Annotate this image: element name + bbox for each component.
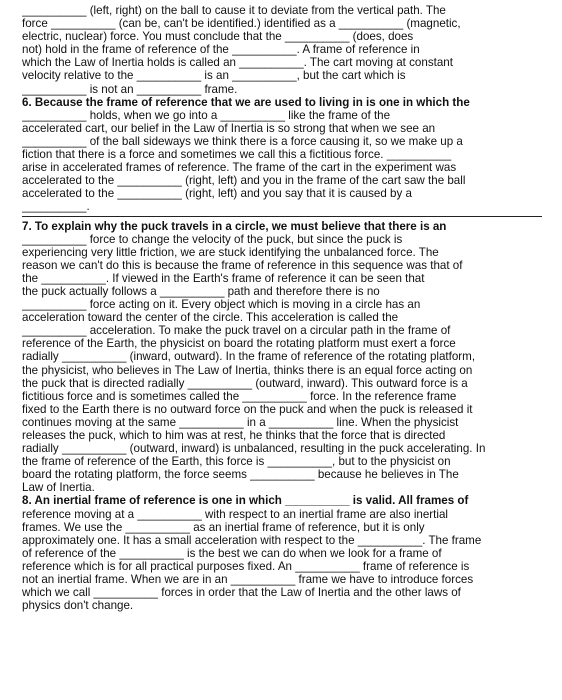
text-line: __________ force acting on it. Every object which is moving in a circle has an: [22, 298, 421, 312]
text-line: continues moving at the same __________ in a __________ line. When the physicist: [22, 415, 459, 429]
text-line: __________ acceleration. To make the puck travel on a circular path in the frame of: [22, 324, 451, 338]
text-line: not an inertial frame. When we are in an __________ frame we have to introduce forces: [22, 573, 474, 587]
text-line: the puck that is directed radially __________ (outward, inward). This outward force is a: [22, 376, 468, 390]
text-line: fiction that there is a force and sometimes we call this a fictitious force. __________: [22, 148, 452, 162]
text-line: __________ holds, when we go into a __________ like the frame of the: [22, 108, 391, 122]
text-line: accelerated to the __________ (right, left) and you in the frame of the cart saw the ball: [22, 174, 466, 188]
text-line: radially __________ (outward, inward) is unbalanced, resulting in the puck accelerating. In: [22, 442, 486, 456]
text-line: accelerated to the __________ (right, left) and you say that it is caused by a: [22, 187, 412, 201]
text-line: reference moving at a __________ with respect to an inertial frame are also inertial: [22, 507, 448, 521]
text-line: the __________. If viewed in the Earth's frame of reference it can be seen that: [22, 271, 425, 285]
text-line: experiencing very little friction, we are stuck identifying the unbalanced force. The: [22, 245, 439, 259]
text-line: reference which is for all practical purposes fixed. An __________ frame of reference is: [22, 559, 470, 573]
text-line: __________.: [22, 200, 90, 214]
text-line: reason we can't do this is because the frame of reference in this sequence was that of: [22, 258, 463, 272]
text-line: physics don't change.: [22, 599, 134, 613]
text-line: frames. We use the __________ as an inertial frame of reference, but it is only: [22, 520, 425, 534]
text-line: __________ is not an __________ frame.: [22, 82, 238, 96]
text-line: approximately one. It has a small acceleration with respect to the __________. The frame: [22, 533, 482, 547]
question-7-heading: 7. To explain why the puck travels in a circle, we must believe that there is an: [22, 219, 447, 233]
question-8-heading: 8. An inertial frame of reference is one in which __________ is valid. All frames of: [22, 494, 469, 508]
text-line: which the Law of Inertia holds is called an __________. The cart moving at constant: [22, 56, 453, 70]
text-line: accelerated cart, our belief in the Law of Inertia is so strong that when we see an: [22, 121, 436, 135]
text-line: __________ (left, right) on the ball to cause it to deviate from the vertical path. The: [22, 4, 446, 17]
text-line: Law of Inertia.: [22, 481, 95, 495]
text-line: the puck actually follows a __________ path and therefore there is no: [22, 284, 380, 298]
text-line: arise in accelerated frames of reference. The frame of the cart in the experiment was: [22, 161, 457, 175]
text-line: board the rotating platform, the force seems __________ because he believes in The: [22, 468, 459, 482]
text-line: radially __________ (inward, outward). In the frame of reference of the rotating platform,: [22, 350, 476, 364]
text-line: not) hold in the frame of reference of the __________. A frame of reference in: [22, 43, 420, 57]
text-line: fictitious force and is sometimes called the __________ force. In the reference frame: [22, 389, 457, 403]
text-line: fixed to the Earth there is no outward force on the puck and when the puck is released it: [22, 402, 473, 416]
question-6-heading: 6. Because the frame of reference that we are used to living in is one in which the: [22, 95, 470, 109]
text-line: of reference of the __________ is the best we can do when we look for a frame of: [22, 546, 442, 560]
text-line: releases the puck, which to him was at rest, he thinks that the force that is directed: [22, 429, 446, 442]
text-line: the physicist, who believes in The Law of Inertia, thinks there is an equal force acting on: [22, 363, 473, 377]
text-line: electric, nuclear) force. You must conclude that the __________ (does, does: [22, 30, 414, 44]
section-divider: [22, 216, 542, 217]
text-line: velocity relative to the __________ is an __________, but the cart which is: [22, 69, 406, 83]
text-line: the frame of reference of the Earth, this force is __________, but to the physicist on: [22, 455, 451, 469]
text-line: __________ force to change the velocity of the puck, but since the puck is: [22, 232, 403, 246]
text-line: which we call __________ forces in order that the Law of Inertia and the other laws of: [22, 586, 461, 600]
text-line: __________ of the ball sideways we think there is a force causing it, so we make up a: [22, 134, 463, 148]
text-line: reference of the Earth, the physicist on board the rotating platform must exert a force: [22, 337, 456, 351]
text-line: force __________ (can be, can't be identified.) identified as a __________ (magnetic,: [22, 17, 461, 31]
text-line: acceleration toward the center of the circle. This acceleration is called the: [22, 311, 399, 325]
